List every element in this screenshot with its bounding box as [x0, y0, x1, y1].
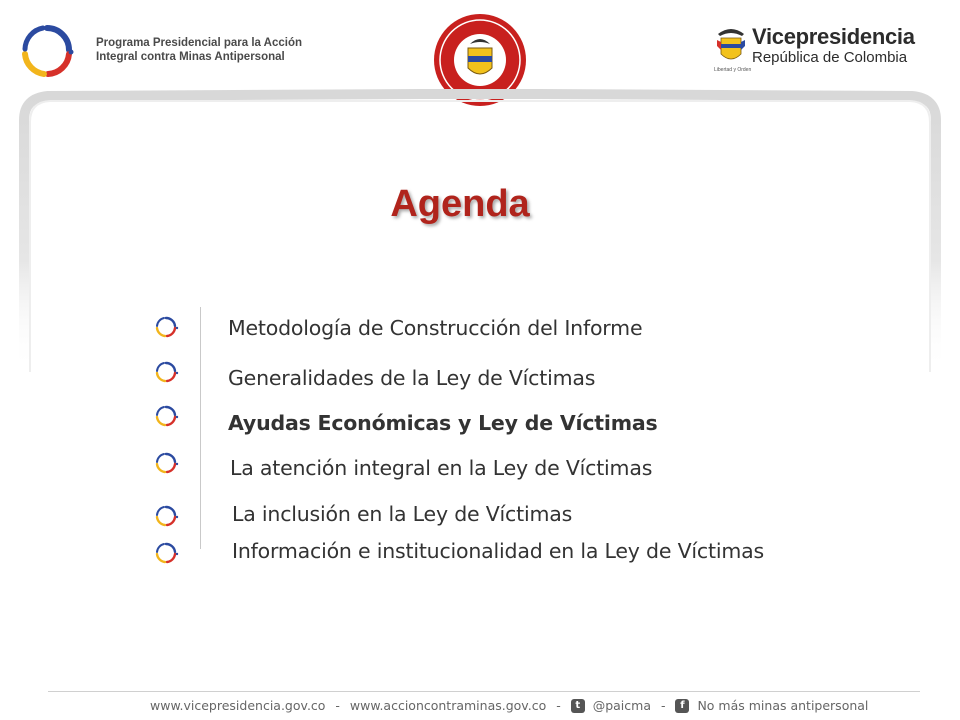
footer-separator: -: [556, 698, 561, 713]
footer-divider: [48, 691, 920, 692]
agenda-item: La atención integral en la Ley de Víctimas: [230, 456, 653, 480]
footer-link-accioncontraminas[interactable]: www.accioncontraminas.gov.co: [349, 698, 547, 713]
ring-bullet-icon: [155, 405, 179, 427]
twitter-icon: t: [571, 699, 585, 713]
divider-line: [200, 307, 201, 549]
ring-bullet-icon: [155, 361, 179, 383]
ring-bullet-icon: [155, 542, 179, 564]
footer-twitter[interactable]: @paicma: [592, 698, 651, 713]
paicma-line2: Integral contra Minas Antipersonal: [96, 51, 285, 63]
vicepresidencia-title: Vicepresidencia: [752, 24, 915, 49]
facebook-icon: f: [675, 699, 689, 713]
ring-bullet-icon: [155, 452, 179, 474]
footer-separator: -: [660, 698, 666, 713]
motto-text: Libertad y Orden: [714, 67, 752, 73]
ring-bullet-icon: [155, 316, 179, 338]
agenda-item: La inclusión en la Ley de Víctimas: [232, 502, 573, 526]
footer-facebook[interactable]: No más minas antipersonal: [697, 698, 869, 713]
agenda-item: Ayudas Económicas y Ley de Víctimas: [228, 411, 658, 435]
footer-separator: -: [335, 698, 340, 713]
agenda-item: Generalidades de la Ley de Víctimas: [228, 366, 596, 390]
paicma-line1: Programa Presidencial para la Acción: [96, 37, 303, 49]
footer-link-vicepresidencia[interactable]: www.vicepresidencia.gov.co: [150, 698, 326, 713]
vicepresidencia-subtitle: República de Colombia: [752, 49, 908, 66]
agenda-item: Metodología de Construcción del Informe: [228, 316, 643, 340]
ring-bullet-icon: [155, 505, 179, 527]
slide-title: Agenda: [390, 183, 530, 225]
agenda-item: Información e institucionalidad en la Ley de Víctimas: [232, 539, 764, 563]
footer: [150, 697, 868, 713]
